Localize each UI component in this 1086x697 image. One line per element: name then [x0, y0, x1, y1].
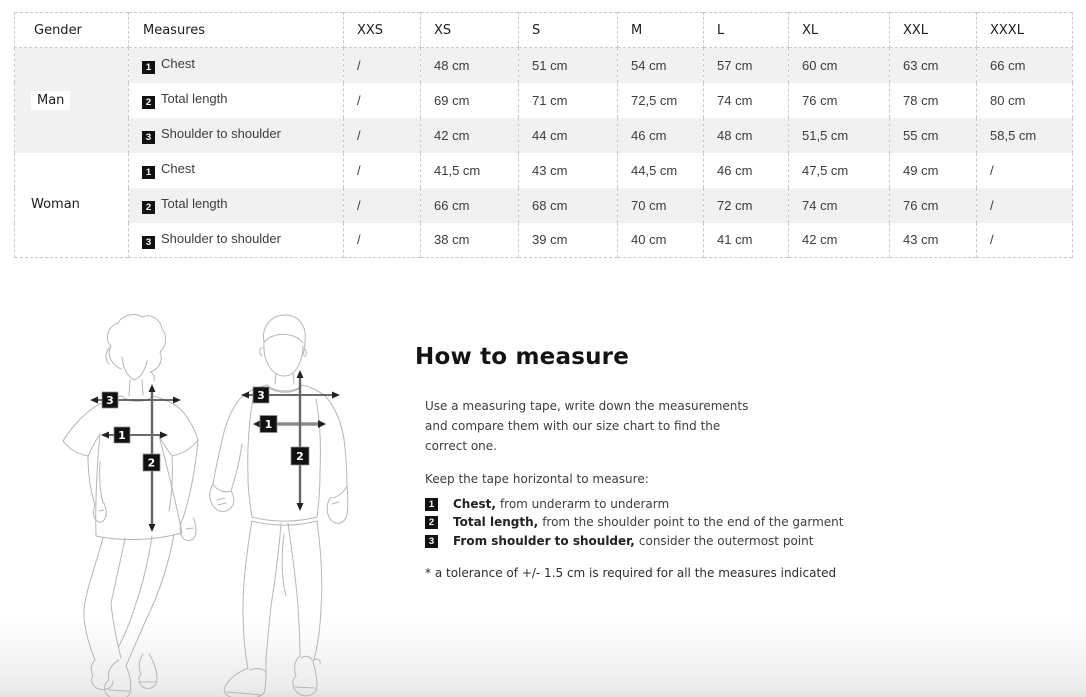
table-cell: /	[344, 48, 421, 83]
table-cell: 46 cm	[704, 153, 789, 188]
figure-woman	[63, 315, 198, 697]
table-cell: 44 cm	[519, 118, 618, 153]
column-header-xxl: XXL	[890, 13, 977, 48]
column-header-m: M	[618, 13, 704, 48]
table-cell: 66 cm	[977, 48, 1073, 83]
table-row-man-shoulder	[15, 118, 1073, 153]
measure-label-cell	[129, 48, 344, 83]
table-row-woman-shoulder	[15, 223, 1073, 258]
measure-label: Total length	[161, 91, 228, 106]
measure-number-badge: 3	[142, 131, 155, 144]
measure-label: Total length	[161, 196, 228, 211]
figure-badge-3-label: 3	[257, 389, 265, 402]
table-cell: 72 cm	[704, 188, 789, 223]
measuring-instructions: Use a measuring tape, write down the measurements and compare them with our size chart to find the correct one.	[425, 399, 749, 453]
column-header-xxs: XXS	[344, 13, 421, 48]
table-cell: 41 cm	[704, 223, 789, 258]
table-cell: 74 cm	[789, 188, 890, 223]
header-row	[15, 13, 1073, 48]
table-cell: 44,5 cm	[618, 153, 704, 188]
table-cell: 43 cm	[890, 223, 977, 258]
measure-label-cell	[129, 83, 344, 118]
column-header-gender: Gender	[15, 13, 129, 48]
measure-label-cell	[129, 118, 344, 153]
table-cell: 57 cm	[704, 48, 789, 83]
table-row-man-total-length	[15, 83, 1073, 118]
step-number-badge: 1	[425, 498, 438, 511]
measure-number-badge: 2	[142, 201, 155, 214]
table-cell: 63 cm	[890, 48, 977, 83]
table-cell: 71 cm	[519, 83, 618, 118]
measure-step-shoulder	[425, 535, 855, 549]
measure-label: Shoulder to shoulder	[161, 126, 281, 141]
gender-cell-woman	[15, 153, 129, 258]
table-cell: 78 cm	[890, 83, 977, 118]
table-cell: 70 cm	[618, 188, 704, 223]
column-header-measures: Measures	[129, 13, 344, 48]
table-cell: /	[344, 223, 421, 258]
table-cell: 54 cm	[618, 48, 704, 83]
table-cell: /	[344, 83, 421, 118]
step-text: From shoulder to shoulder, consider the outermost point	[453, 534, 814, 549]
tolerance-note: * a tolerance of +/- 1.5 cm is required for all the measures indicated	[425, 566, 837, 581]
figure-badge-2-label: 2	[147, 456, 156, 470]
table-cell: 51 cm	[519, 48, 618, 83]
measure-steps-list	[425, 498, 855, 550]
table-cell: 42 cm	[421, 118, 519, 153]
measure-number-badge: 2	[142, 96, 155, 109]
table-cell: 55 cm	[890, 118, 977, 153]
step-number-badge: 3	[425, 535, 438, 548]
measure-label: Chest	[161, 56, 195, 72]
measure-label-cell	[129, 153, 344, 188]
table-cell: /	[977, 188, 1073, 223]
figure-man	[210, 315, 348, 697]
table-cell: /	[977, 153, 1073, 188]
table-cell: 66 cm	[421, 188, 519, 223]
table-cell: 38 cm	[421, 223, 519, 258]
step-text: Total length, from the shoulder point to the end of the garment	[453, 515, 844, 530]
table-cell: 80 cm	[977, 83, 1073, 118]
table-cell: 41,5 cm	[421, 153, 519, 188]
table-cell: 58,5 cm	[977, 118, 1073, 153]
figure-badge-3-label: 3	[106, 394, 114, 407]
column-header-xs: XS	[421, 13, 519, 48]
measure-label-cell	[129, 188, 344, 223]
table-cell: 76 cm	[890, 188, 977, 223]
gender-cell-man	[15, 48, 129, 153]
table-cell: 40 cm	[618, 223, 704, 258]
gender-label-woman: Woman	[31, 197, 80, 213]
measure-number-badge: 3	[142, 236, 155, 249]
column-header-xl: XL	[789, 13, 890, 48]
column-header-l: L	[704, 13, 789, 48]
how-to-measure-title: How to measure	[415, 344, 630, 370]
table-cell: 48 cm	[421, 48, 519, 83]
figures-illustration	[55, 300, 385, 697]
keep-tape-instruction: Keep the tape horizontal to measure:	[425, 472, 649, 487]
table-cell: 49 cm	[890, 153, 977, 188]
measure-label-cell	[129, 223, 344, 258]
table-row-man-chest	[15, 48, 1073, 83]
how-to-measure-section	[415, 344, 855, 592]
measure-label: Shoulder to shoulder	[161, 230, 281, 246]
table-cell: 51,5 cm	[789, 118, 890, 153]
table-cell: 74 cm	[704, 83, 789, 118]
column-header-s: S	[519, 13, 618, 48]
step-number-badge: 2	[425, 516, 438, 529]
measure-label: Chest	[161, 161, 195, 176]
table-cell: 46 cm	[618, 118, 704, 153]
table-cell: 72,5 cm	[618, 83, 704, 118]
figure-badge-1-label: 1	[118, 429, 126, 442]
column-header-xxxl: XXXL	[977, 13, 1073, 48]
table-cell: /	[344, 118, 421, 153]
measure-step-chest	[425, 498, 855, 512]
gender-label-man: Man	[31, 91, 70, 110]
step-text: Chest, from underarm to underarm	[453, 496, 670, 511]
table-cell: 76 cm	[789, 83, 890, 118]
table-cell: /	[344, 188, 421, 223]
measure-number-badge: 1	[142, 166, 155, 179]
table-row-woman-total-length	[15, 188, 1073, 223]
table-cell: 42 cm	[789, 223, 890, 258]
measure-number-badge: 1	[142, 61, 155, 74]
table-cell: 68 cm	[519, 188, 618, 223]
table-cell: 43 cm	[519, 153, 618, 188]
table-cell: 39 cm	[519, 223, 618, 258]
figure-badge-2-label: 2	[296, 450, 304, 463]
table-cell: 48 cm	[704, 118, 789, 153]
measure-step-total-length	[425, 516, 855, 530]
table-cell: /	[344, 153, 421, 188]
table-row-woman-chest	[15, 153, 1073, 188]
table-cell: 47,5 cm	[789, 153, 890, 188]
table-cell: 69 cm	[421, 83, 519, 118]
table-cell: 60 cm	[789, 48, 890, 83]
figure-badge-1-label: 1	[264, 418, 273, 431]
size-chart-table	[14, 12, 1073, 258]
table-cell: /	[977, 223, 1073, 258]
